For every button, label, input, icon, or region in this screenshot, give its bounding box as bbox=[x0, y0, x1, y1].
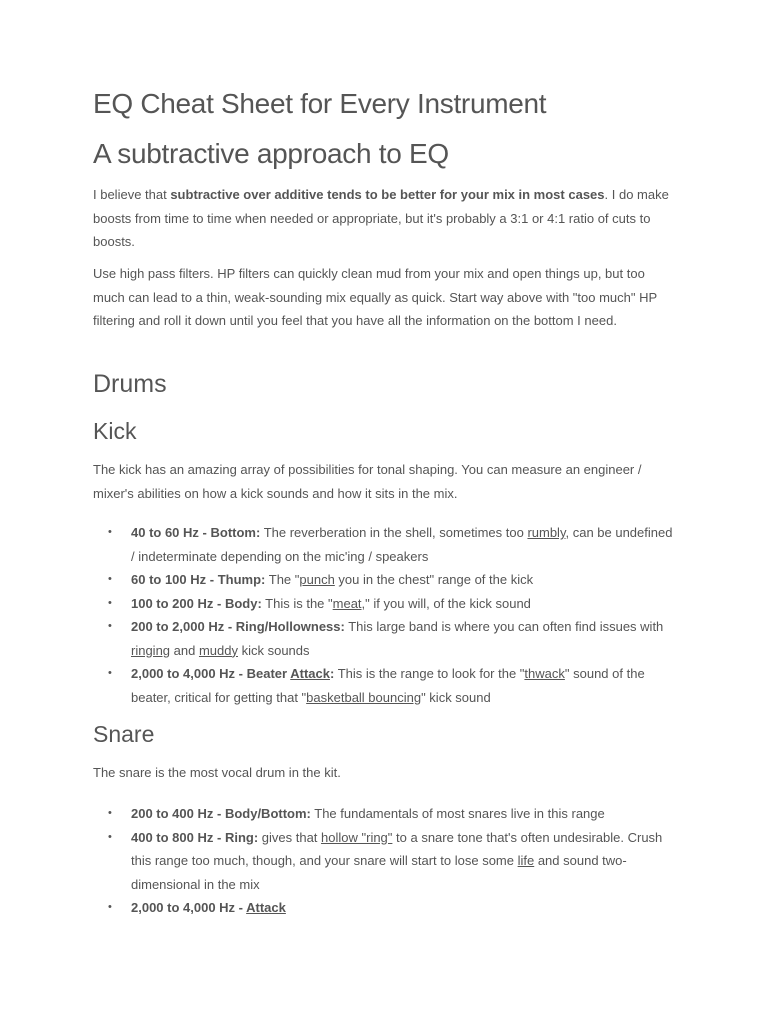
text: This large band is where you can often find issues with bbox=[344, 619, 664, 634]
list-item bbox=[93, 592, 673, 616]
list-item bbox=[93, 826, 673, 897]
page-title: EQ Cheat Sheet for Every Instrument bbox=[93, 88, 547, 119]
intro-paragraph-2: Use high pass filters. HP filters can quickly clean mud from your mix and open things up, but too much can lead to a thin, weak-sounding mix equally as quick. Start way above with "too much" HP filtering and roll it down until you feel that you have all the information on the bottom I need. bbox=[93, 266, 657, 328]
text: and bbox=[170, 642, 199, 658]
text: This is the range to look for the " bbox=[334, 666, 525, 681]
snare-intro-paragraph: The snare is the most vocal drum in the kit. bbox=[93, 765, 341, 780]
separator: - bbox=[235, 900, 247, 915]
link[interactable]: basketball bouncing bbox=[306, 689, 422, 705]
list-item bbox=[93, 662, 673, 709]
separator: - bbox=[213, 829, 225, 845]
text: " kick sound bbox=[421, 689, 491, 705]
frequency-range: 200 to 400 Hz bbox=[131, 806, 214, 821]
bullet: • bbox=[108, 901, 112, 913]
frequency-range: 60 to 100 Hz bbox=[131, 572, 207, 587]
kick-frequency-list bbox=[93, 521, 673, 709]
intro-paragraph-1 bbox=[93, 183, 673, 254]
text: The " bbox=[265, 572, 300, 587]
band-name: Beater bbox=[246, 666, 291, 681]
text: . I do make boosts from time to time when needed or appropriate, but it's probably a 3:1 or 4:1 ratio of cuts to boosts. bbox=[93, 187, 669, 249]
text: , can be undefined / indeterminate depending on the mic'ing / speakers bbox=[131, 525, 673, 564]
link[interactable]: Attack bbox=[246, 900, 286, 915]
text: The reverberation in the shell, sometimes too bbox=[260, 525, 528, 540]
text: ," if you will, of the kick sound bbox=[361, 595, 531, 611]
band-name: Ring/Hollowness: bbox=[235, 619, 345, 634]
frequency-range: 400 to 800 Hz bbox=[131, 829, 214, 845]
list-item bbox=[93, 521, 673, 568]
separator: - bbox=[213, 595, 225, 611]
bullet: • bbox=[108, 667, 112, 679]
list-item bbox=[93, 802, 673, 826]
text: This is the " bbox=[261, 595, 333, 611]
link[interactable]: muddy bbox=[198, 642, 238, 658]
bullet: • bbox=[108, 830, 112, 843]
separator: - bbox=[206, 572, 218, 587]
kick-intro-paragraph: The kick has an amazing array of possibilities for tonal shaping. You can measure an engineer / mixer's abilities on how a kick sounds and how it sits in the mix. bbox=[93, 462, 642, 501]
frequency-range: 40 to 60 Hz bbox=[131, 525, 199, 540]
bullet: • bbox=[108, 620, 112, 632]
text: " sound of the beater, critical for getting that " bbox=[131, 666, 645, 705]
separator: - bbox=[198, 525, 211, 540]
section-heading-snare: Snare bbox=[93, 721, 155, 747]
separator: - bbox=[224, 619, 236, 634]
section-heading-drums: Drums bbox=[93, 370, 167, 398]
band-name: Body: bbox=[224, 595, 262, 611]
band-name-end: : bbox=[329, 666, 335, 681]
list-item bbox=[93, 568, 673, 592]
text: kick sounds bbox=[237, 642, 310, 658]
bullet: • bbox=[108, 526, 112, 538]
link[interactable]: Attack bbox=[290, 666, 330, 681]
bullet: • bbox=[108, 807, 112, 819]
text: The fundamentals of most snares live in this range bbox=[310, 806, 605, 821]
bullet: • bbox=[108, 596, 112, 609]
emphasis-text: subtractive over additive tends to be better for your mix in most cases bbox=[170, 187, 605, 202]
snare-frequency-list bbox=[93, 802, 673, 920]
frequency-range: 2,000 to 4,000 Hz bbox=[131, 666, 236, 681]
link[interactable]: punch bbox=[299, 572, 335, 587]
band-name: Bottom: bbox=[210, 525, 261, 540]
frequency-range: 2,000 to 4,000 Hz bbox=[131, 900, 236, 915]
band-name: Body/Bottom: bbox=[224, 806, 311, 821]
separator: - bbox=[235, 666, 247, 681]
band-name: Thump: bbox=[217, 572, 266, 587]
frequency-range: 100 to 200 Hz bbox=[131, 595, 214, 611]
text: you in the chest" range of the kick bbox=[334, 572, 534, 587]
link[interactable]: meat bbox=[332, 595, 362, 611]
link[interactable]: thwack bbox=[524, 666, 565, 681]
text: I believe that bbox=[93, 187, 171, 202]
list-item bbox=[93, 615, 673, 662]
text: gives that bbox=[258, 829, 322, 845]
frequency-range: 200 to 2,000 Hz bbox=[131, 619, 225, 634]
bullet: • bbox=[108, 573, 112, 585]
list-item bbox=[93, 896, 673, 920]
link[interactable]: rumbly bbox=[527, 525, 566, 540]
section-heading-kick: Kick bbox=[93, 418, 137, 444]
link[interactable]: hollow "ring" bbox=[321, 829, 393, 845]
page-subtitle: A subtractive approach to EQ bbox=[93, 138, 449, 169]
text: to a snare tone that's often undesirable. Crush this range too much, though, and your snare will start to lose some bbox=[131, 829, 663, 868]
separator: - bbox=[213, 806, 225, 821]
band-name: Ring: bbox=[224, 829, 259, 845]
link[interactable]: life bbox=[517, 853, 535, 868]
link[interactable]: ringing bbox=[131, 642, 171, 658]
text: and sound two-dimensional in the mix bbox=[131, 853, 627, 892]
